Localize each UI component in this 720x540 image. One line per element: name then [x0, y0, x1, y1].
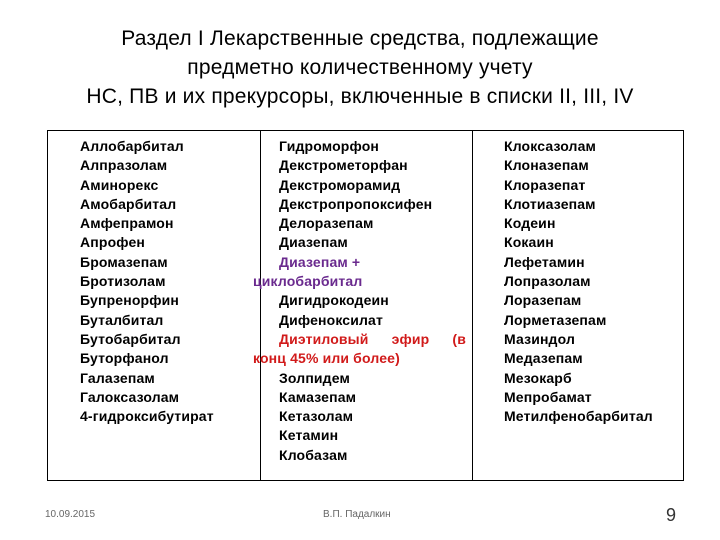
- column-divider-2: [472, 131, 473, 480]
- list-item: Лоразепам: [504, 292, 582, 309]
- list-item: 4-гидроксибутират: [80, 408, 214, 425]
- title-line-3: НС, ПВ и их прекурсоры, включенные в списки II, III, IV: [86, 85, 634, 108]
- column-2-bottom-list: [253, 369, 466, 465]
- title-line-2: предметно количественному учету: [187, 56, 533, 79]
- column-2-top-list: [253, 137, 466, 253]
- list-item-purple-1: Диазепам +: [279, 253, 361, 270]
- list-item-red-1: [253, 330, 466, 349]
- list-item: Диазепам: [279, 234, 348, 251]
- list-item: Дифеноксилат: [279, 311, 383, 328]
- list-item: Клоксазолам: [504, 138, 597, 154]
- list-item: Кетазолам: [279, 408, 354, 425]
- substances-table: [47, 130, 684, 481]
- list-item: Галоксазолам: [80, 388, 180, 405]
- list-item: Мепробамат: [504, 388, 592, 405]
- list-item: Камазепам: [279, 388, 357, 405]
- column-2-mid-list: [253, 291, 466, 330]
- list-item: Декстрометорфан: [279, 157, 408, 174]
- list-item: Гидроморфон: [279, 138, 379, 154]
- list-item: Дигидрокодеин: [279, 292, 389, 309]
- list-item: Кодеин: [504, 215, 556, 232]
- footer-author: В.П. Падалкин: [323, 509, 391, 520]
- list-item: Мезокарб: [504, 369, 572, 386]
- column-2: [253, 137, 466, 465]
- list-item: Декстроморамид: [279, 176, 401, 193]
- list-item: Лопразолам: [504, 273, 591, 290]
- list-item: Клоразепат: [504, 176, 586, 193]
- page-number: 9: [666, 505, 677, 525]
- list-item: Медазепам: [504, 350, 583, 367]
- list-item: Алпразолам: [80, 157, 168, 174]
- list-item-red-2: конц 45% или более): [253, 350, 400, 367]
- list-item: Лефетамин: [504, 253, 585, 270]
- list-item: Буталбитал: [80, 311, 164, 328]
- list-item: Золпидем: [279, 369, 350, 386]
- list-item: Бротизолам: [80, 273, 166, 290]
- list-item: Амфепрамон: [80, 215, 174, 232]
- list-item: Бупренорфин: [80, 292, 179, 309]
- list-item: Галазепам: [80, 369, 155, 386]
- column-3: [504, 137, 653, 426]
- list-item: Бромазепам: [80, 253, 168, 270]
- list-item: Амобарбитал: [80, 195, 177, 212]
- list-item: Лорметазепам: [504, 311, 607, 328]
- list-item: Буторфанол: [80, 350, 169, 367]
- footer-date: 10.09.2015: [45, 509, 96, 520]
- title-line-1: Раздел I Лекарственные средства, подлежащие: [121, 27, 599, 50]
- red-word-1: Диэтиловый: [279, 330, 369, 347]
- list-item: Апрофен: [80, 234, 146, 251]
- column-1: [80, 137, 214, 426]
- list-item: Декстропропоксифен: [279, 195, 433, 212]
- red-word-3: (в: [452, 330, 466, 347]
- list-item: Бутобарбитал: [80, 330, 181, 347]
- list-item: Клобазам: [279, 446, 348, 463]
- list-item: Аллобарбитал: [80, 138, 184, 154]
- list-item: Мазиндол: [504, 330, 575, 347]
- list-item: Клоназепам: [504, 157, 589, 174]
- list-item-purple-2: циклобарбитал: [253, 273, 363, 290]
- list-item: Метилфенобарбитал: [504, 408, 653, 425]
- list-item: Клотиазепам: [504, 195, 596, 212]
- list-item: Кетамин: [279, 427, 339, 444]
- slide-title: [20, 24, 700, 111]
- list-item: Аминорекс: [80, 176, 159, 193]
- red-word-2: эфир: [391, 330, 430, 347]
- list-item: Делоразепам: [279, 215, 374, 232]
- list-item: Кокаин: [504, 234, 554, 251]
